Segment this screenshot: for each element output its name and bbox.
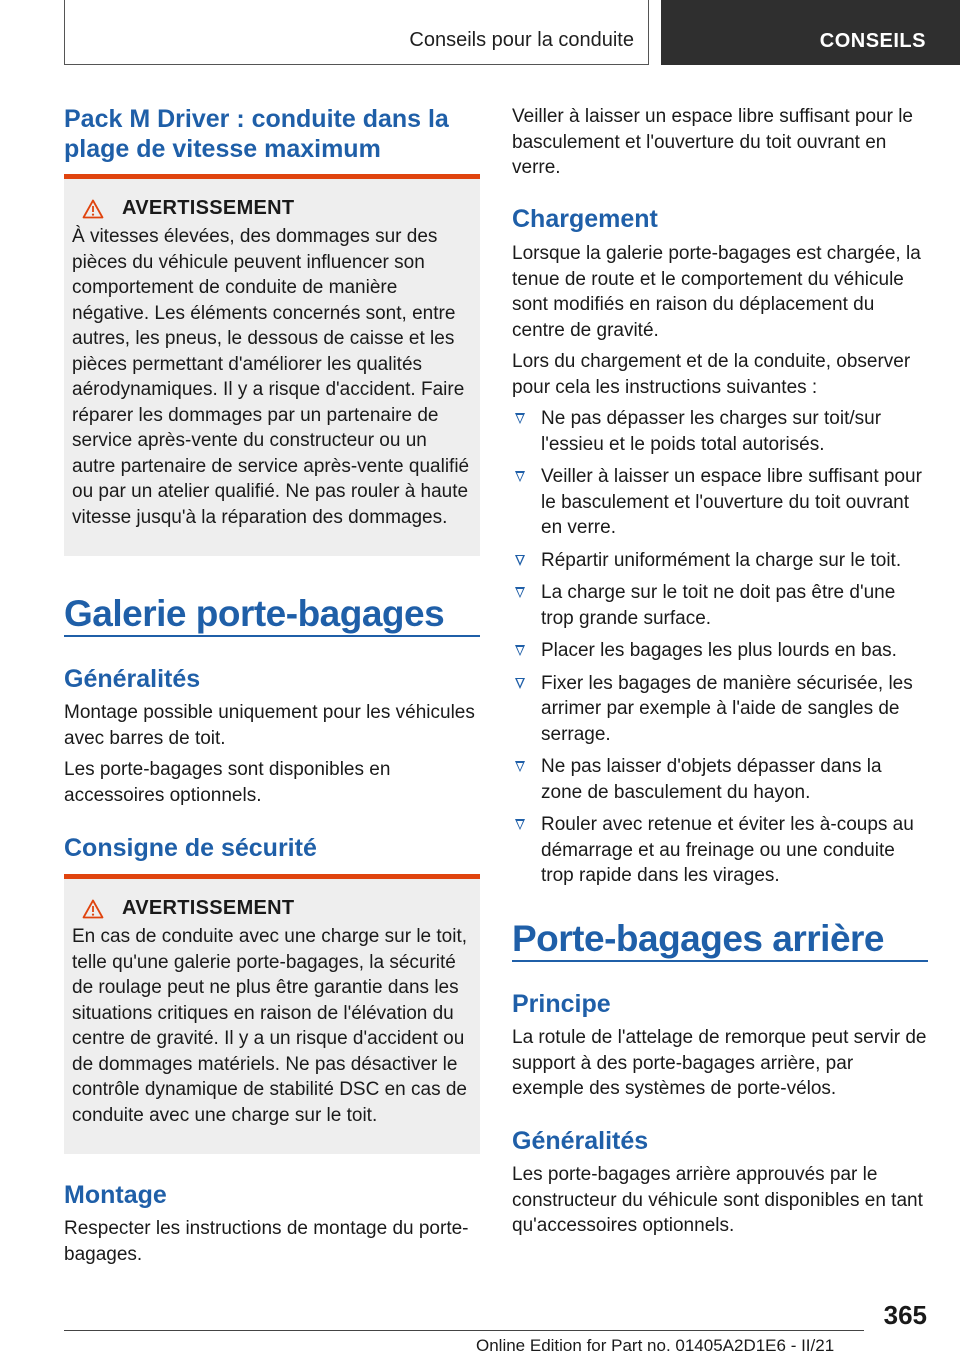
bullet-triangle-icon [515, 678, 525, 689]
warning-triangle-icon [82, 899, 104, 919]
list-item: La charge sur le toit ne doit pas être d'une trop grande surface. [512, 580, 928, 631]
header-chapter-box [64, 0, 649, 65]
bullet-triangle-icon [515, 819, 525, 830]
list-item: Répartir uniformément la charge sur le toit. [512, 548, 928, 574]
warning-box-speed [64, 174, 480, 556]
bullet-triangle-icon [515, 645, 525, 656]
bullet-triangle-icon [515, 413, 525, 424]
header-section-tab [661, 0, 960, 65]
intro-paragraph: Veiller à laisser un espace libre suffisant pour le basculement et l'ouverture du toit ouvrant en verre. [512, 106, 913, 178]
warning-box-roof-load [64, 874, 480, 1154]
bullet-triangle-icon [515, 761, 525, 772]
bullet-triangle-icon [515, 555, 525, 566]
header-tab-label: CONSEILS [819, 30, 926, 52]
list-item: Ne pas dépasser les charges sur toit/sur l'essieu et le poids total autorisés. [512, 406, 928, 457]
consigne-heading: Consigne de sécurité [64, 834, 317, 862]
header-chapter-title: Conseils pour la conduite [409, 29, 634, 51]
list-item: Placer les bagages les plus lourds en bas. [512, 638, 928, 664]
warning-text: En cas de conduite avec une charge sur le toit, telle qu'une galerie porte-bagages, la sécurité de roulage peut ne plus être garantie dans les situations critiques en raison de l'élévation du centre de gravité. Il y a un risque d'accident ou de dommages matériels. Ne pas désactiver le contrôle dynamique de stabilité DSC en cas de conduite avec une charge sur le toit. [72, 926, 468, 1126]
chargement-paragraph-2: Lors du chargement et de la conduite, observer pour cela les instructions suivantes : [512, 351, 911, 398]
section-divider [512, 960, 928, 962]
warning-header [82, 897, 472, 920]
principe-heading: Principe [512, 990, 611, 1018]
list-item: Fixer les bagages de manière sécurisée, les arrimer par exemple à l'aide de sangles de serrage. [512, 671, 928, 748]
warning-text: À vitesses élevées, des dommages sur des pièces du véhicule peuvent influencer son comportement de conduite de manière négative. Les éléments concernés sont, entre autres, les pneus, le dessous de caisse et les pièces permettant d'améliorer les qualités aérodynamiques. Il y a risque d'accident. Faire réparer les dommages par un partenaire de service après-vente du constructeur ou un autre partenaire de service après-vente qualifié ou par un atelier qualifié. Ne pas rouler à haute vitesse jusqu'à la réparation des dommages. [72, 226, 470, 528]
warning-label: AVERTISSEMENT [122, 897, 295, 919]
section-title-galerie: Galerie porte-bagages [64, 593, 445, 634]
warning-header [82, 197, 472, 220]
bullet-triangle-icon [515, 587, 525, 598]
list-item: Veiller à laisser un espace libre suffisant pour le basculement et l'ouverture du toit ouvrant en verre. [512, 464, 928, 541]
chargement-list [512, 406, 928, 896]
generalites-paragraph-2: Les porte-bagages sont disponibles en accessoires optionnels. [64, 759, 391, 806]
generalites-heading: Généralités [64, 665, 201, 693]
montage-paragraph: Respecter les instructions de montage du porte-bagages. [64, 1218, 469, 1265]
footer-divider [64, 1330, 864, 1331]
warning-triangle-icon [82, 199, 104, 219]
warning-label: AVERTISSEMENT [122, 197, 295, 219]
generalites-arriere-paragraph: Les porte-bagages arrière approuvés par le constructeur du véhicule sont disponibles en tant qu'accessoires optionnels. [512, 1164, 923, 1236]
page-number: 365 [883, 1300, 927, 1330]
section-divider [64, 635, 480, 637]
chargement-heading: Chargement [512, 205, 658, 233]
list-item: Ne pas laisser d'objets dépasser dans la zone de basculement du hayon. [512, 754, 928, 805]
section-title-porte-bagages-arriere: Porte-bagages arrière [512, 918, 885, 959]
list-item: Rouler avec retenue et éviter les à-coups au démarrage et au freinage ou une conduite trop rapide dans les virages. [512, 812, 928, 889]
principe-paragraph: La rotule de l'attelage de remorque peut servir de support à des porte-bagages arrière, par exemple des systèmes de porte-vélos. [512, 1027, 927, 1099]
montage-heading: Montage [64, 1181, 167, 1209]
bullet-triangle-icon [515, 471, 525, 482]
footer-edition: Online Edition for Part no. 01405A2D1E6 - II/21 [476, 1336, 835, 1355]
generalites-paragraph-1: Montage possible uniquement pour les véhicules avec barres de toit. [64, 702, 475, 749]
mdriver-heading: Pack M Driver : conduite dans la plage de vitesse maximum [64, 105, 449, 163]
chargement-paragraph-1: Lorsque la galerie porte-bagages est chargée, la tenue de route et le comportement du véhicule sont modifiés en raison du déplacement du centre de gravité. [512, 243, 921, 341]
generalites-arriere-heading: Généralités [512, 1127, 649, 1155]
